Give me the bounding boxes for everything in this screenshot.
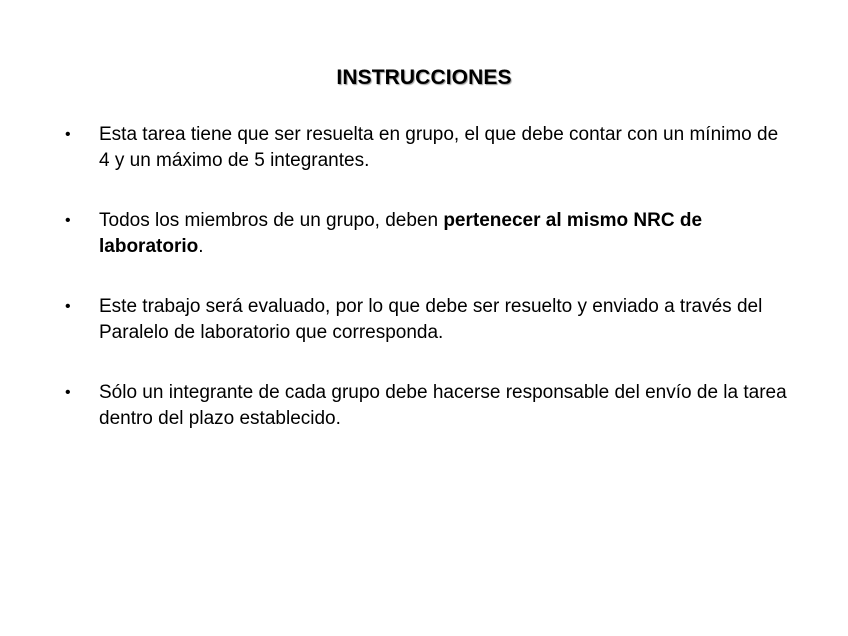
instruction-text-bold: pertenecer al mismo NRC de laboratorio [99,210,703,257]
list-item [62,208,792,260]
bullet-icon: • [65,384,71,401]
bullet-icon: • [65,212,71,229]
instruction-list [62,122,792,466]
instruction-text: Este trabajo será evaluado, por lo que debe ser resuelto y enviado a través del Paralelo de laboratorio que corresponda. [99,296,763,343]
list-item [62,380,792,432]
page-title: INSTRUCCIONES [336,66,512,89]
bullet-icon: • [65,126,71,143]
bullet-icon: • [65,298,71,315]
list-item [62,122,792,174]
instruction-text: Sólo un integrante de cada grupo debe hacerse responsable del envío de la tarea dentro del plazo establecido. [99,382,787,429]
instruction-text-end: . [198,236,204,257]
instruction-text-regular: Todos los miembros de un grupo, deben [99,210,444,231]
instruction-text: Esta tarea tiene que ser resuelta en grupo, el que debe contar con un mínimo de 4 y un máximo de 5 integrantes. [99,124,779,171]
list-item [62,294,792,346]
instruction-text [99,210,702,257]
